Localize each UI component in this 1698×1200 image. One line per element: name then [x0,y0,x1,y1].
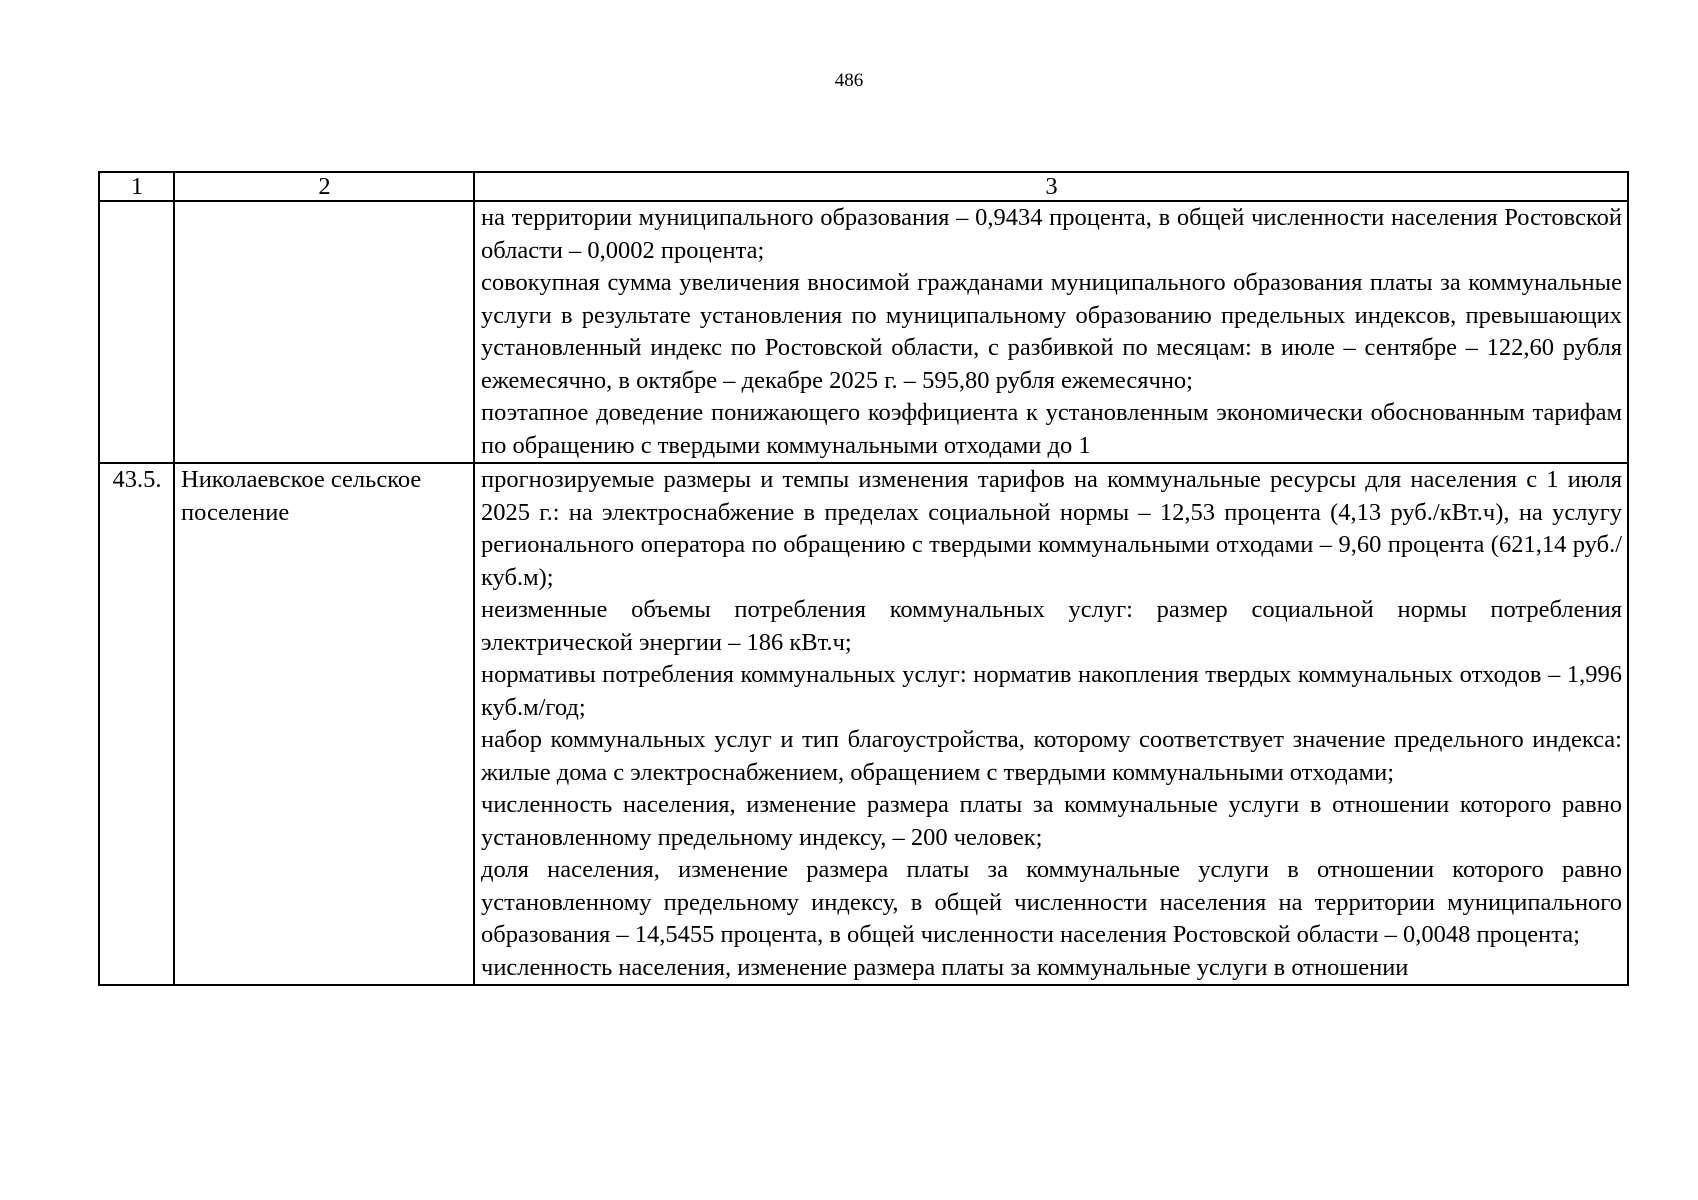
paragraph: поэтапное доведение понижающего коэффициента к установленным экономически обоснованным тарифам по обращению с твердыми коммунальными отходами до 1 [481,399,1622,459]
paragraph: совокупная сумма увеличения вносимой гражданами муниципального образования платы за коммунальные услуги в результате установления по муниципальному образованию предельных индексов, превышающих установленный индекс по Ростовской области, с разбивкой по месяцам: в июле – сентябре – 122,60 рубля ежемесячно, в октябре – декабре 2025 г. – 595,80 рубля ежемесячно; [481,269,1622,394]
paragraph: прогнозируемые размеры и темпы изменения тарифов на коммунальные ресурсы для населения с 1 июля 2025 г.: на электроснабжение в пределах социальной нормы – 12,53 процента (4,13 руб./кВт.ч), на услугу регионального оператора по обращению с твердыми коммунальными отходами – 9,60 процента (621,14 руб./куб.м); [481,466,1622,591]
paragraph: набор коммунальных услуг и тип благоустройства, которому соответствует значение предельного индекса: жилые дома с электроснабжением, обращением с твердыми коммунальными отходами; [481,726,1622,786]
paragraph: численность населения, изменение размера платы за коммунальные услуги в отношении которого равно установленному предельному индексу, – 200 человек; [481,791,1622,851]
paragraph: неизменные объемы потребления коммунальных услуг: размер социальной нормы потребления электрической энергии – 186 кВт.ч; [481,596,1622,656]
paragraph: на территории муниципального образования – 0,9434 процента, в общей численности населения Ростовской области – 0,0002 процента; [481,204,1622,264]
table-row [99,201,1628,463]
municipality-name: Николаевское сельское поселение [174,463,474,985]
row-content [474,463,1628,985]
column-header-1: 1 [99,172,174,201]
document-table [98,171,1629,986]
paragraph: доля населения, изменение размера платы за коммунальные услуги в отношении которого равно установленному предельному индексу, в общей численности населения на территории муниципального образования – 14,5455 процента, в общей численности населения Ростовской области – 0,0048 процента; [481,856,1622,948]
row-number [99,201,174,463]
column-header-3: 3 [474,172,1628,201]
column-header-2: 2 [174,172,474,201]
row-number: 43.5. [99,463,174,985]
page-number: 486 [834,70,864,91]
table-header-row [99,172,1628,201]
municipality-name [174,201,474,463]
paragraph: нормативы потребления коммунальных услуг: норматив накопления твердых коммунальных отходов – 1,996 куб.м/год; [481,661,1622,721]
row-content [474,201,1628,463]
paragraph: численность населения, изменение размера платы за коммунальные услуги в отношении [481,953,1409,981]
table-row [99,463,1628,985]
